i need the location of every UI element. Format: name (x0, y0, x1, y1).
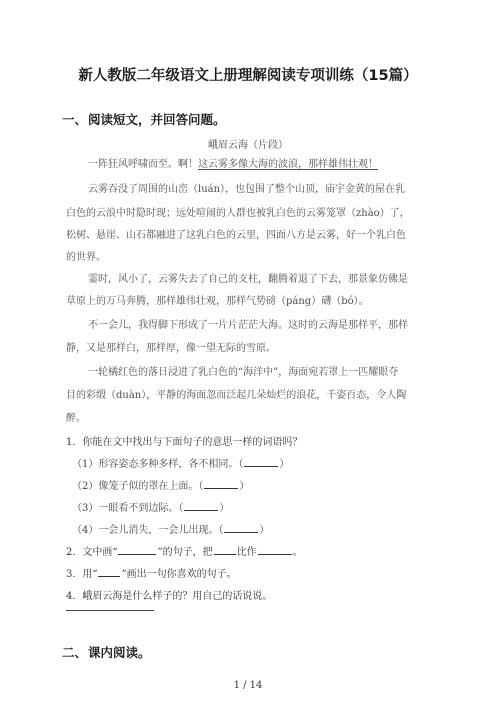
close-paren: ） (239, 481, 250, 492)
section-2-number: 二、 (62, 645, 88, 660)
question-text: 3．用“ (66, 569, 98, 580)
question-text: ”画出一句你喜欢的句子。 (121, 569, 237, 580)
question-1-item-4 (72, 521, 269, 536)
question-text: 。 (292, 547, 303, 558)
question-text: （2）像笼子似的罩在上面。（ (72, 481, 204, 492)
passage-p2-line: 松树、悬崖、山石都融进了这乳白色的云里，四面八方是云雾，好一个乳白色 (66, 230, 406, 241)
passage-p2-line: 云雾吞没了周围的山峦（luán），也包围了整个山顶，庙宇金黄的屋在乳 (88, 184, 406, 195)
answer-blank[interactable] (244, 456, 278, 467)
section-1-number: 一、 (62, 112, 88, 127)
close-paren: ） (219, 503, 230, 514)
passage-p5-line: 醉。 (66, 413, 86, 424)
answer-blank[interactable] (118, 544, 156, 555)
question-1-item-3 (72, 499, 229, 514)
underlined-sentence: 这云雾多像大海的波浪，那样雄伟壮观！ (198, 159, 378, 170)
question-4: 4．峨眉云海是什么样子的？用自己的话说说。 (66, 591, 273, 602)
close-paren: ） (279, 459, 290, 470)
answer-blank[interactable] (258, 544, 292, 555)
passage-paragraph-1 (88, 155, 378, 170)
answer-blank[interactable] (224, 522, 258, 533)
answer-blank[interactable] (98, 566, 120, 577)
question-1: 1．你能在文中找出与下面句子的意思一样的词语吗？ (66, 437, 303, 448)
answer-line[interactable] (66, 610, 154, 611)
section-2-heading (62, 643, 151, 661)
document-title: 新人教版二年级语文上册理解阅读专项训练（15篇） (78, 68, 418, 84)
answer-blank[interactable] (184, 500, 218, 511)
passage-p3-line: 霎时，风小了，云雾失去了自己的支柱，翻腾着退了下去，那景象仿佛是 (88, 274, 408, 285)
passage-title: 峨眉云海（片段） (208, 140, 288, 151)
passage-p5-line: 目的彩缎（duàn），平静的海面忽而泛起几朵灿烂的浪花，千姿百态，令人陶 (66, 390, 407, 401)
question-1-item-1 (72, 455, 289, 470)
close-paren: ） (259, 525, 270, 536)
question-text: ”的句子，把 (157, 547, 213, 558)
passage-p1-text: 一阵狂风呼啸而至。啊！ (88, 159, 198, 170)
passage-p4-line: 不一会儿，我得脚下形成了一片片茫茫大海。这时的云海是那样平，那样 (88, 320, 408, 331)
section-1-title: 阅读短文，并回答问题。 (88, 112, 226, 127)
answer-blank[interactable] (214, 544, 236, 555)
section-1-heading (62, 110, 226, 128)
question-text: 2．文中画“ (66, 547, 118, 558)
passage-p4-line: 静，又是那样白，那样厚，像一望无际的雪原。 (66, 343, 276, 354)
passage-p2-line: 白色的云浪中时隐时现；远处喧闹的人群也被乳白色的云雾笼罩（zhào）了， (66, 208, 410, 219)
question-2 (66, 543, 303, 558)
section-2-title: 课内阅读。 (88, 645, 151, 660)
passage-p2-line: 的世界。 (66, 252, 106, 263)
question-text: （1）形容姿态多种多样，各不相同。（ (72, 459, 244, 470)
question-text: 比作 (236, 547, 257, 558)
passage-p3-line: 草原上的万马奔腾，那样雄伟壮观，那样气势磅（páng）礴（bó）。 (66, 296, 369, 307)
question-text: （4）一会儿消失，一会儿出现。（ (72, 525, 224, 536)
question-3 (66, 565, 237, 580)
question-text: （3）一眼看不到边际。（ (72, 503, 184, 514)
answer-blank[interactable] (204, 478, 238, 489)
passage-p5-line: 一轮橘红色的落日浸进了乳白色的“海洋中”，海面宛若罩上一匹耀眼夺 (88, 367, 399, 378)
page-number: 1 / 14 (233, 680, 263, 691)
question-1-item-2 (72, 477, 249, 492)
